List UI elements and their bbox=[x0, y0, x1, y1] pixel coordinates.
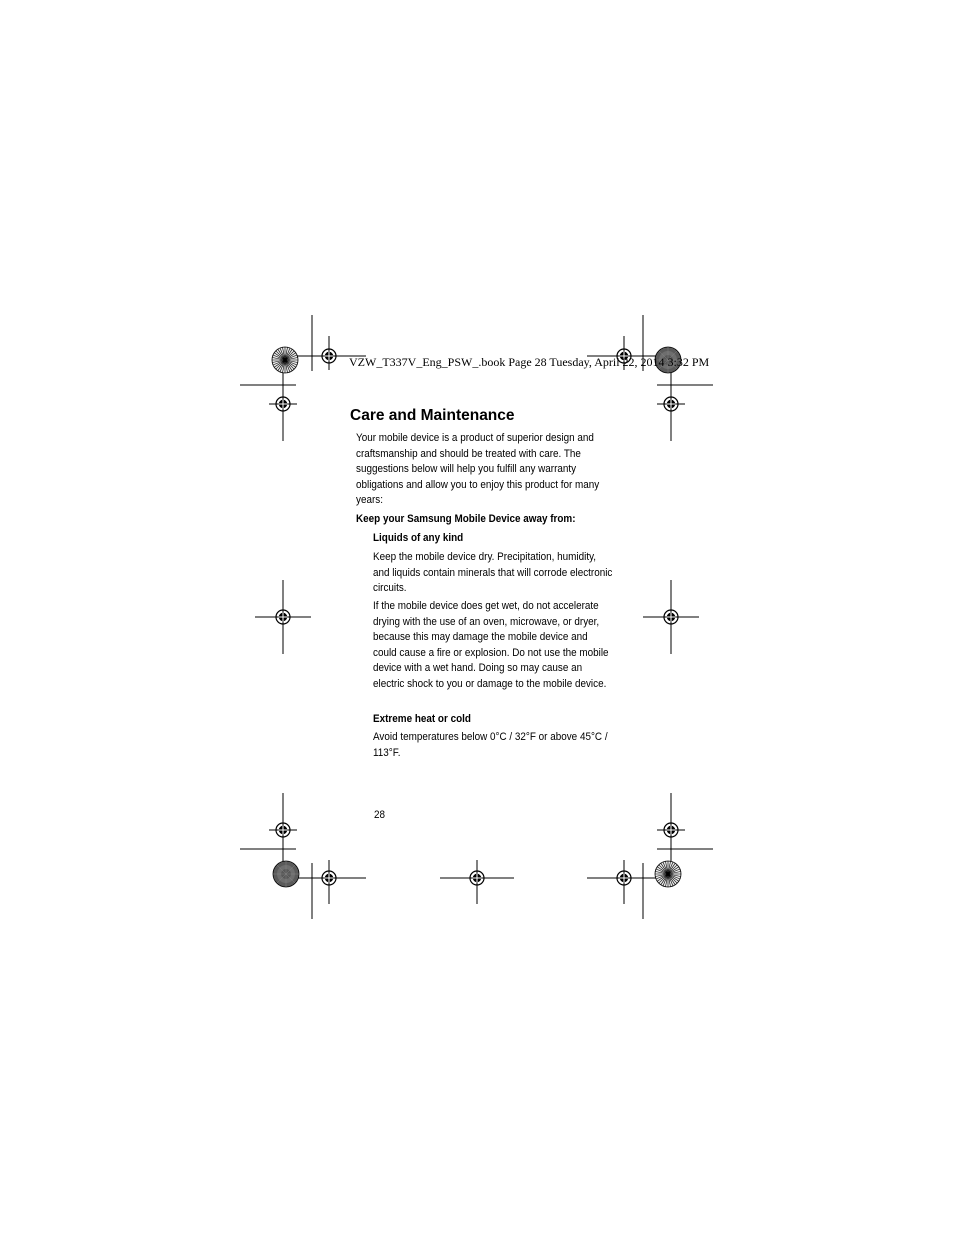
book-header: VZW_T337V_Eng_PSW_.book Page 28 Tuesday, April 22, 2014 3:32 PM bbox=[349, 355, 710, 369]
heat-heading: Extreme heat or cold bbox=[373, 713, 471, 725]
page-title: Care and Maintenance bbox=[350, 407, 515, 424]
section-subheading: Keep your Samsung Mobile Device away from: bbox=[356, 513, 576, 525]
page-number: 28 bbox=[374, 809, 386, 821]
liquids-heading: Liquids of any kind bbox=[373, 532, 464, 544]
heat-paragraph: Avoid temperatures below 0°C / 32°F or above 45°C / 113°F. bbox=[373, 731, 608, 759]
liquids-paragraph-1: Keep the mobile device dry. Precipitation, humidity, and liquids contain minerals that will corrode electronic circuits. bbox=[373, 551, 613, 595]
intro-paragraph: Your mobile device is a product of superior design and craftsmanship and should be treated with care. The suggestions below will help you fulfill any warranty obligations and allow you to enjoy this product for many years: bbox=[356, 432, 600, 507]
liquids-paragraph-2: If the mobile device does get wet, do not accelerate drying with the use of an oven, microwave, or dryer, because this may damage the mobile device and could cause a fire or explosion. Do not use the mobile device with a wet hand. Doing so may cause an electric shock to you or damage to the mobile device. bbox=[373, 600, 609, 690]
